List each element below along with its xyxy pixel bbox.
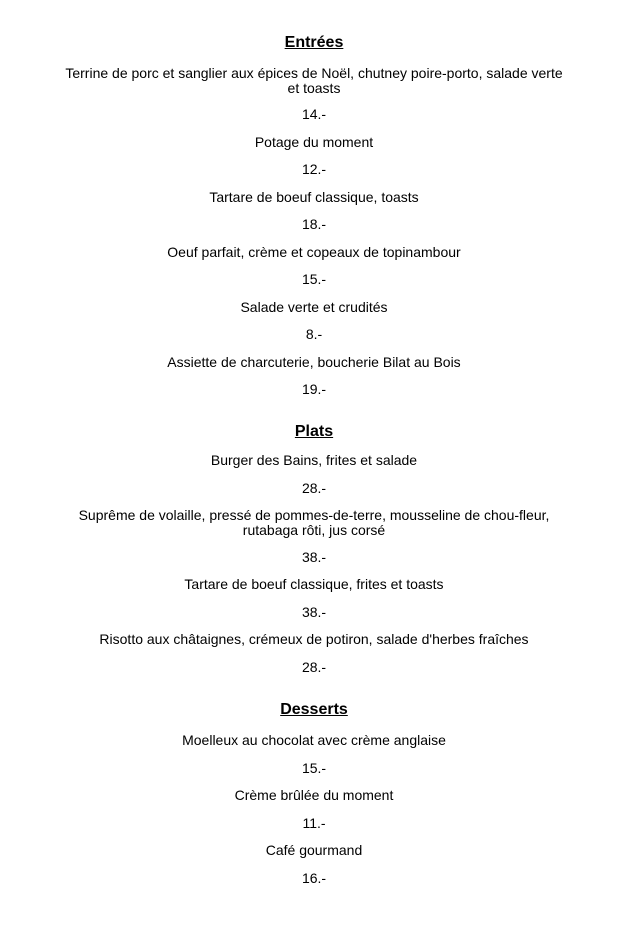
section-title-plats: Plats: [294, 423, 334, 440]
dish-price: 12.-: [301, 161, 327, 177]
dish-price: 15.-: [301, 271, 327, 287]
dish-name: Tartare de boeuf classique, toasts: [209, 189, 419, 205]
dish-name: Risotto aux châtaignes, crémeux de potiron, salade d'herbes fraîches: [99, 631, 529, 647]
dish-price: 18.-: [301, 216, 327, 232]
dish-price: 38.-: [301, 604, 327, 620]
dish-name: Terrine de porc et sanglier aux épices de Noël, chutney poire-porto, salade verte et toasts: [65, 65, 563, 96]
dish-name: Tartare de boeuf classique, frites et toasts: [184, 576, 444, 592]
dish-name: Burger des Bains, frites et salade: [210, 452, 418, 468]
dish-price: 11.-: [302, 815, 326, 831]
section-title-entrees: Entrées: [284, 34, 344, 51]
dish-name: Suprême de volaille, pressé de pommes-de-terre, mousseline de chou-fleur, rutabaga rôti, jus corsé: [78, 507, 550, 538]
dish-name: Oeuf parfait, crème et copeaux de topinambour: [167, 244, 461, 260]
dish-price: 15.-: [301, 760, 327, 776]
dish-name: Café gourmand: [265, 842, 363, 858]
dish-name: Salade verte et crudités: [240, 299, 388, 315]
section-title-desserts: Desserts: [280, 701, 348, 718]
dish-price: 28.-: [301, 480, 327, 496]
dish-price: 16.-: [301, 870, 327, 886]
dish-name: Crème brûlée du moment: [234, 787, 394, 803]
dish-price: 28.-: [301, 659, 327, 675]
dish-price: 8.-: [305, 326, 323, 342]
dish-name: Moelleux au chocolat avec crème anglaise: [182, 732, 446, 748]
dish-name: Assiette de charcuterie, boucherie Bilat au Bois: [167, 354, 461, 370]
dish-price: 14.-: [301, 106, 327, 122]
dish-name: Potage du moment: [254, 134, 374, 150]
dish-price: 38.-: [301, 549, 327, 565]
dish-price: 19.-: [301, 381, 327, 397]
